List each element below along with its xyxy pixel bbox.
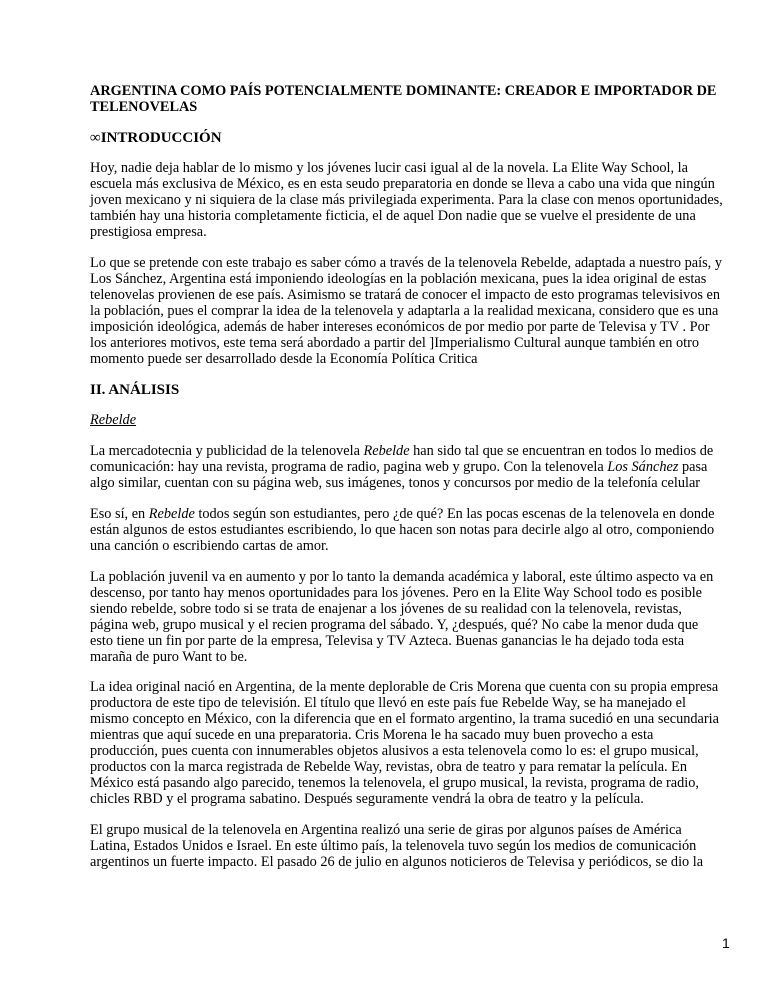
text-run: han sido tal que se encuentran en todos lo medios de	[409, 443, 714, 460]
paragraph	[90, 443, 750, 491]
subsection-heading	[90, 412, 750, 428]
text-run: El grupo musical de la telenovela en Argentina realizó una serie de giras por algunos países de América	[90, 821, 682, 838]
text-run: momento puede ser desarrollado desde la Economía Política Critica	[90, 351, 478, 368]
text-run: telenovelas provienen de ese país. Asimismo se tratará de conocer el impacto de esto programas televisivos en	[90, 287, 721, 304]
text-run: La idea original nació en Argentina, de la mente deplorable de Cris Morena que cuenta con su propia empresa	[90, 679, 719, 696]
text-line	[90, 287, 750, 303]
text-run: Hoy, nadie deja hablar de lo mismo y los jóvenes lucir casi igual al de la novela. La Elite Way School, la	[90, 160, 688, 177]
text-run: los anteriores motivos, este tema será abordado a partir del ]Imperialismo Cultural aunque también en otro	[90, 335, 700, 352]
text-run: pasa	[678, 459, 708, 476]
text-line	[90, 649, 750, 665]
text-run: Rebelde	[90, 412, 137, 429]
text-line	[90, 711, 750, 727]
text-run: comunicación: hay una revista, programa de radio, pagina web y grupo. Con la telenovela	[90, 459, 608, 476]
text-run: Eso sí, en	[90, 505, 149, 522]
text-run: también hay una historia completamente ficticia, el de aquel Don nadie que se vuelve el presidente de una	[90, 208, 696, 225]
text-line	[90, 99, 750, 115]
text-line	[90, 130, 750, 146]
text-run: prestigiosa empresa.	[90, 224, 207, 241]
text-run: una canción o escribiendo cartas de amor.	[90, 537, 329, 554]
text-line	[90, 506, 750, 522]
paragraph	[90, 679, 750, 807]
text-run: mientras que aquí sucede en una preparatoria. Cris Morena le ha sacado muy buen provecho a esta	[90, 727, 654, 744]
text-run: Latina, Estados Unidos e Israel. En este último país, la telenovela tuvo según los medios de comunicación	[90, 837, 697, 854]
text-line	[90, 335, 750, 351]
text-line	[90, 176, 750, 192]
text-run: Los Sánchez, Argentina está imponiendo ideologías en la población mexicana, pues la idea original de estas	[90, 271, 707, 288]
text-line	[90, 601, 750, 617]
text-run: Lo que se pretende con este trabajo es saber cómo a través de la telenovela Rebelde, adaptada a nuestro país, y	[90, 255, 722, 272]
text-run: siendo rebelde, sobre todo si se trata de enajenar a los jóvenes de su realidad con la telenovela, revistas,	[90, 600, 682, 617]
text-run: escuela más exclusiva de México, es en esta seudo preparatoria en donde se lleva a cabo una vida que ningún	[90, 176, 715, 193]
text-line	[90, 83, 750, 99]
text-run: La mercadotecnia y publicidad de la telenovela	[90, 443, 364, 460]
text-line	[90, 838, 750, 854]
text-line	[90, 459, 750, 475]
text-line	[90, 412, 750, 428]
document-page	[90, 83, 750, 885]
text-line	[90, 319, 750, 335]
text-run: imposición ideológica, además de haber intereses económicos de por medio por parte de Televisa y TV . Por	[90, 319, 710, 336]
text-run: todos según son estudiantes, pero ¿de qué? En las pocas escenas de la telenovela en donde	[194, 505, 715, 522]
text-line	[90, 727, 750, 743]
text-line	[90, 475, 750, 491]
text-line	[90, 160, 750, 176]
text-line	[90, 679, 750, 695]
text-line	[90, 585, 750, 601]
text-line	[90, 208, 750, 224]
text-line	[90, 633, 750, 649]
text-run: la población, pues el comprar la idea de la telenovela y adaptarla a la realidad mexicana, considero que es una	[90, 303, 719, 320]
text-line	[90, 854, 750, 870]
text-run: algo similar, cuentan con su página web, sus imágenes, tonos y concursos por medio de la telefonía celular	[90, 475, 701, 492]
text-run: productora de este tipo de televisión. El título que llevó en este país fue Rebelde Way, se ha manejado el	[90, 695, 686, 712]
text-run: TELENOVELAS	[90, 99, 198, 115]
page-number: 1	[722, 935, 730, 951]
text-line	[90, 382, 750, 398]
text-line	[90, 822, 750, 838]
text-line	[90, 192, 750, 208]
text-line	[90, 759, 750, 775]
text-run: producción, pues cuenta con innumerables objetos alusivos a esta telenovela como lo es: el grupo musical,	[90, 743, 699, 760]
text-run: La población juvenil va en aumento y por lo tanto la demanda académica y laboral, este último aspecto va en	[90, 568, 714, 585]
text-line	[90, 569, 750, 585]
text-run: argentinos un fuerte impacto. El pasado 26 de julio en algunos noticieros de Televisa y periódicos, se dio la	[90, 853, 704, 870]
text-line	[90, 695, 750, 711]
section-heading	[90, 382, 750, 398]
text-run: mismo concepto en México, con la diferencia que en el formato argentino, la trama sucedió en una secundaria	[90, 711, 719, 728]
text-line	[90, 443, 750, 459]
paragraph	[90, 160, 750, 240]
text-run: joven mexicano y ni siquiera de la clase más privilegiada experimenta. Para la clase con menos oportunidades,	[90, 192, 723, 209]
text-line	[90, 775, 750, 791]
text-line	[90, 303, 750, 319]
section-heading	[90, 130, 750, 146]
text-line	[90, 271, 750, 287]
text-line	[90, 538, 750, 554]
text-line	[90, 791, 750, 807]
text-run: II. ANÁLISIS	[90, 381, 180, 398]
text-run: esto tiene un fin por parte de la empresa, Televisa y TV Azteca. Buenas ganancias le ha dejado toda esta	[90, 632, 685, 649]
paragraph	[90, 569, 750, 665]
text-run: chicles RBD y el programa sabatino. Después seguramente vendrá la obra de teatro y la película.	[90, 791, 644, 808]
paragraph	[90, 506, 750, 554]
text-run: ARGENTINA COMO PAÍS POTENCIALMENTE DOMINANTE: CREADOR E IMPORTADOR DE	[90, 83, 717, 99]
text-run: México está pasando algo parecido, tenemos la telenovela, el grupo musical, la revista, programa de radio,	[90, 775, 699, 792]
document-title	[90, 83, 750, 115]
paragraph	[90, 255, 750, 367]
italic-title-text: Rebelde	[363, 443, 410, 460]
text-run: están algunos de estos estudiantes escribiendo, lo que hacen son notas para decirle algo al otro, componiendo	[90, 521, 715, 538]
text-line	[90, 617, 750, 633]
text-line	[90, 743, 750, 759]
text-line	[90, 522, 750, 538]
italic-title-text: Los Sánchez	[607, 459, 679, 476]
text-line	[90, 255, 750, 271]
text-run: maraña de puro Want to be.	[90, 648, 248, 665]
text-run: ∞INTRODUCCIÓN	[90, 129, 222, 146]
italic-title-text: Rebelde	[148, 505, 195, 522]
paragraph	[90, 822, 750, 870]
text-run: página web, grupo musical y el recien programa del sábado. Y, ¿después, qué? No cabe la menor duda que	[90, 616, 699, 633]
text-run: descenso, por tanto hay menos oportunidades para los jóvenes. Pero en la Elite Way School todo es posible	[90, 584, 703, 601]
text-line	[90, 224, 750, 240]
text-line	[90, 351, 750, 367]
text-run: productos con la marca registrada de Rebelde Way, revistas, obra de teatro y para rematar la película. En	[90, 759, 688, 776]
